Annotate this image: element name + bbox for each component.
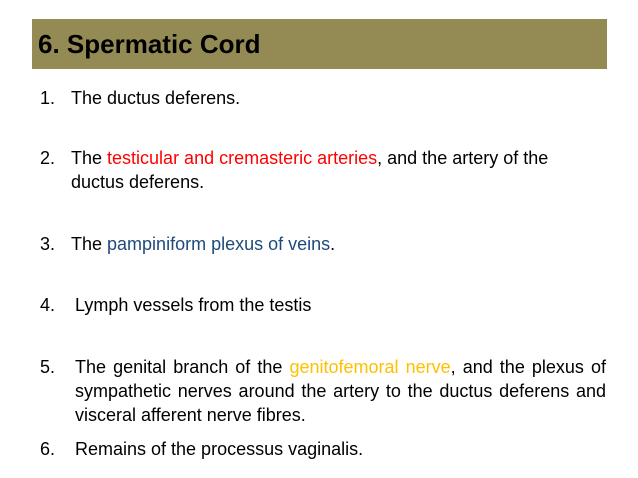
item-text: Lymph vessels from the testis bbox=[75, 295, 312, 315]
item-text-pre: The bbox=[71, 234, 108, 254]
list-item-6 bbox=[40, 437, 606, 461]
item-number: 2. bbox=[40, 148, 56, 168]
slide-title-bar bbox=[32, 19, 607, 69]
item-text bbox=[40, 232, 606, 256]
item-text bbox=[40, 355, 606, 427]
item-number: 3. bbox=[40, 234, 56, 254]
item-text bbox=[40, 146, 606, 194]
item-text-post: , and the artery of the ductus deferens. bbox=[71, 148, 549, 192]
list-item-2 bbox=[40, 146, 606, 194]
item-text-pre: The bbox=[71, 148, 108, 168]
list-item-4 bbox=[40, 293, 606, 317]
item-text-pre: The genital branch of the bbox=[75, 357, 290, 377]
list-item-3 bbox=[40, 232, 606, 256]
item-text-post: . bbox=[330, 234, 336, 254]
item-text-post: , and the plexus of sympathetic nerves around the artery to the ductus deferens and visceral afferent nerve fibres. bbox=[75, 357, 607, 425]
slide-title: 6. Spermatic Cord bbox=[38, 28, 261, 59]
item-number: 5. bbox=[40, 357, 56, 377]
item-number: 1. bbox=[40, 88, 56, 108]
highlight-arteries: testicular and cremasteric arteries bbox=[107, 148, 378, 168]
highlight-veins: pampiniform plexus of veins bbox=[107, 234, 331, 254]
item-number: 4. bbox=[40, 295, 56, 315]
item-number: 6. bbox=[40, 439, 56, 459]
item-text: Remains of the processus vaginalis. bbox=[75, 439, 364, 459]
list-item-5 bbox=[40, 355, 606, 427]
item-text: The ductus deferens. bbox=[71, 88, 241, 108]
list-item-1 bbox=[40, 86, 606, 110]
highlight-nerve: genitofemoral nerve bbox=[289, 357, 451, 377]
